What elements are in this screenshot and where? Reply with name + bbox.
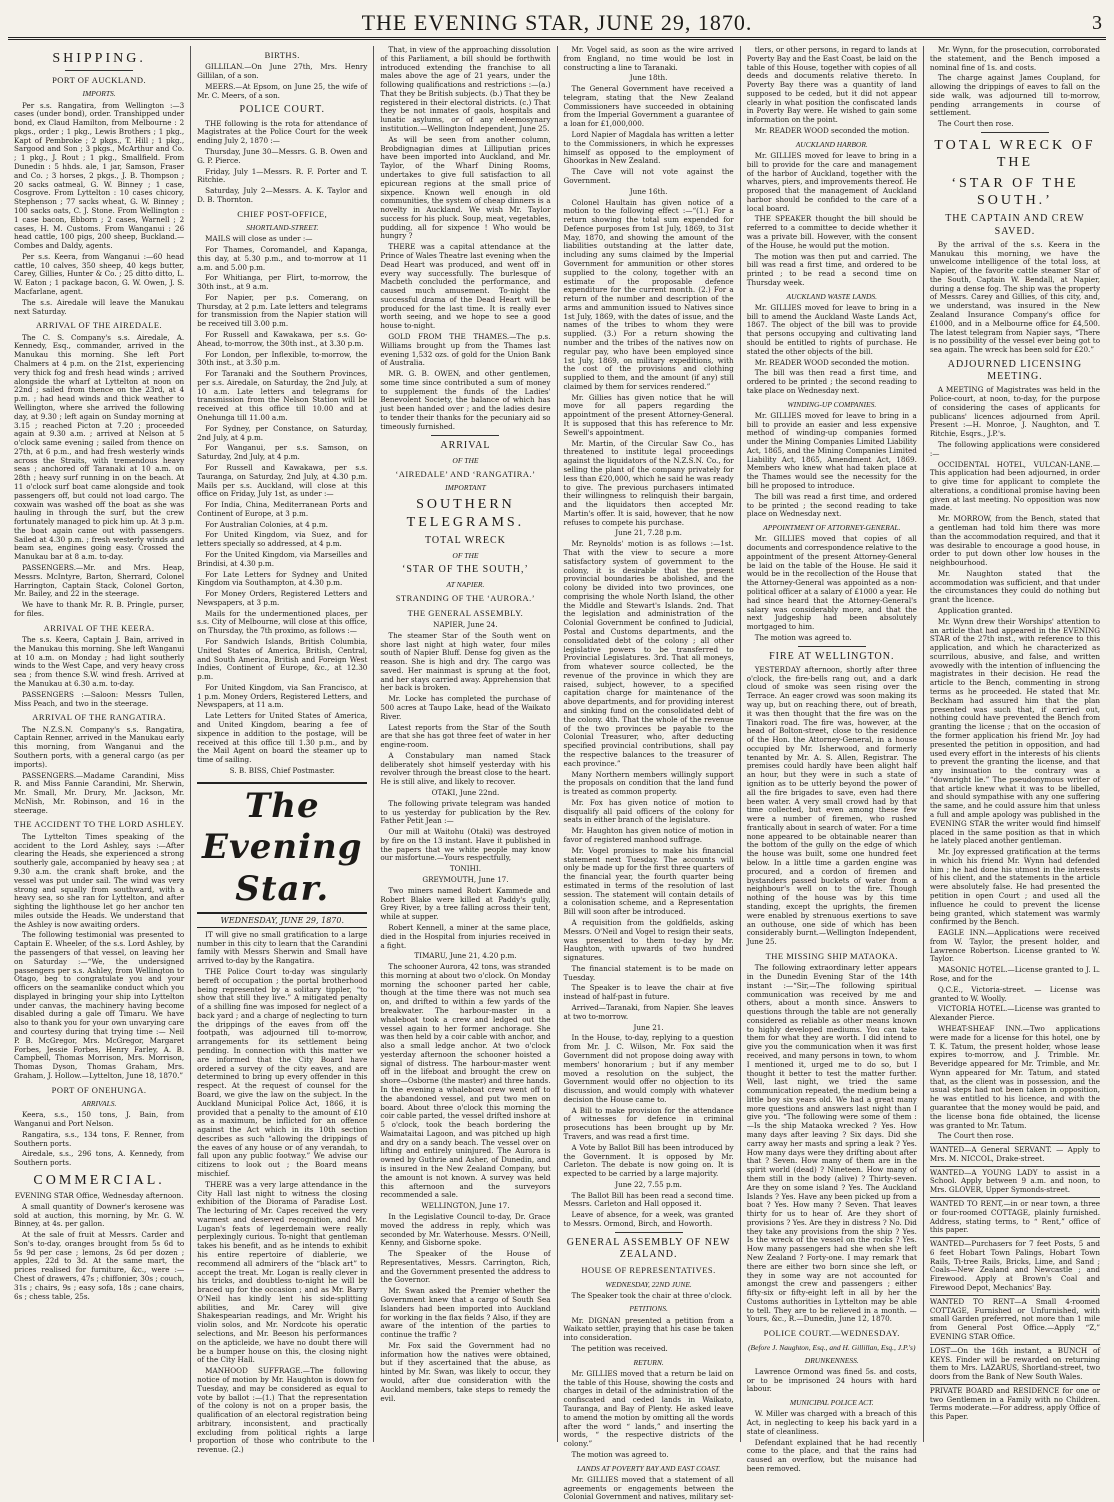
newspaper-columns <box>8 45 1106 1502</box>
column-5 <box>741 45 924 1474</box>
article-dateline: OTAKI, June 22nd. <box>431 788 500 798</box>
article-paragraph: Mr. Vogel promises to make his financial statement next Tuesday. The accounts will only be made up for the first three quarters of the financial year, the fourth quarter being estimated in terms of the resolution of last session. The statement will contain details of a colonisation scheme, and a Representation Bill will soon after be introduced. <box>563 845 734 917</box>
section-heading: THE MISSING SHIP MATAOKA. <box>765 950 898 961</box>
article-paragraph: W. Miller was charged with a breach of this Act, in neglecting to keep his back yard in a state of cleanliness. <box>746 1409 917 1436</box>
article-paragraph: The following extraordinary letter appears in the Dunedin Evening Star of the 14th instant :—“Sir,—The following spiritual communication was received by me and others, about a month since. Answers to questions through the table are not generally considered as reliable as other means known to highly developed mediums. You can take them for what they are worth. I did intend to give you the communication when it was first received, and many persons in town, to whom I mentioned it, urged me to do so, but I thought it better to test the matter further. Well, last night, we tried the same communication repeated, the medium being a little boy six years old. We had a great many more questions and answers last night than I give you. “The following were some of them :—Is the ship Mataoka wrecked ? Yes. How many days after leaving ? Six days. Did she carry away her masts and spring a leak ? Yes. How many days were they drifting about after that ? Seven. How many of them are in the spirit world (dead) ? Nineteen. How many of them still in the body (alive) ? Thirty-seven. Are they on some island ? Yes. The Auckland Islands ? Yes. Have any been picked up from a boat ? Yes. How many ? Seven. That leaves thirty for us to hear of. Are they short of provisions ? Yes. Are they in distress ? No. Did they take any provisions from the ship ? Yes. Is the wreck of the vessel on the rocks ? Yes. How many passengers had she when she left New Zealand ? Forty-one. I may remark that there are either two born since she left, or they in some way are not accounted for amongst the crew and passengers ; either fifty-six or fifty-eight left in all by her the Customs authorities in Lyttelton may be able to tell. They are to be relieved in a month. —Yours, &c., R.—Dunedin, June 12, 1870. <box>746 963 917 1324</box>
article-paragraph: A small quantity of Downer's kerosene was sold at auction, this morning, by Mr. G. W. Binney, at 4s. per gallon. <box>14 1201 185 1229</box>
article-paragraph: In the House, to-day, replying to a question from Mr. J. C. Wilson, Mr. Fox said the Government did not propose doing away with members' honorarium ; but if any member moved a resolution on the subject, the Government would offer no objection to its discussion, and would comply with whatever decision the House came to. <box>563 1033 734 1104</box>
article-paragraph: For Russell and Kawakawa, per s.s. Go-Ahead, to-morrow, the 30th inst., at 3.30 p.m. <box>197 330 368 348</box>
article-paragraph: Mr. Gillies has given notice that he will move for all papers regarding the appointment of the present Attorney-General. It is supposed that this has reference to Mr. Sewell's appointment. <box>563 392 734 437</box>
section-heading: PORT OF ONEHUNGA. <box>51 1084 147 1095</box>
section-heading: SHIPPING. <box>52 51 146 66</box>
article-paragraph: Lord Napier of Magdala has written a letter to the Commissioners, in which he expresses himself as opposed to the employment of Ghoorkas in New Zealand. <box>563 130 734 166</box>
article-paragraph: Mr. Fox has given notice of motion to disqualify all paid officers of the colony for seats in either branch of the legislature. <box>563 797 734 825</box>
article-paragraph: For the United Kingdom, via Marseilles and Brindisi, at 4.30 p.m. <box>197 549 368 568</box>
article-paragraph: A Vote by Ballot Bill has been introduced by the Government. It is opposed by Mr. Carleton. The debate is now going on. It is expected to be carried by a large majority. <box>563 1142 734 1179</box>
section-heading: COMMERCIAL. <box>33 1172 165 1188</box>
article-paragraph: The bill was read a first time, and ordered to be printed ; the second reading to take place on Wednesday next. <box>746 491 917 519</box>
section-heading: ADJOURNED LICENSING MEETING. <box>947 358 1083 383</box>
section-heading: THE CAPTAIN AND CREW SAVED. <box>945 213 1085 237</box>
subheading: AUCKLAND HARBOR. <box>795 139 868 149</box>
section-heading: TOTAL WRECK <box>425 534 506 546</box>
section-heading: ‘STAR OF THE SOUTH.’ <box>951 176 1079 209</box>
signature: TONIHI. <box>449 864 482 874</box>
article-paragraph: The Speaker took the chair at three o'clock. <box>571 1290 732 1300</box>
article-paragraph: IT will give no small gratification to a large number in this city to learn that the Carandini family with Messrs Sherwin and Small have arrived to-day by the Rangatira. <box>197 929 368 966</box>
classified-ad: WANTED—Purchasers for 7 feet Posts, 5 and 6 feet Hobart Town Palings, Hobart Town Rails, Ti-tree Rails, Bricks, Lime, and Sand ; Coals—New Zealand and Newcastle ; and Firewood. Apply at Brown's Coal and Firewood Depot, Mechanics' Bay. <box>929 1239 1101 1293</box>
article-paragraph: tlers, or other persons, in regard to lands at Poverty Bay and the East Coast, be laid on the table of this House, together with copies of all deeds and documents relative thereto. In Poverty Bay there was a quantity of land supposed to be ceded, but it did not appear clearly in what position the confiscated lands in Poverty Bay were. He wished to gain some information on the point. <box>746 45 917 125</box>
classified-ad: WANTED TO RENT—A Small 4-roomed COTTAGE, Furnished or Unfurnished, with small Garden preferred, not more than 1 mile from General Post Office.—Apply “Z,” EVENING STAR Office. <box>929 1296 1101 1341</box>
article-paragraph: Late Letters for United States of America, and United Kingdom, bearing a fee of sixpence in addition to the postage, will be received at this office till 1.30 p.m., and by the Mail Agent on board the steamer up to time of sailing. <box>197 711 368 765</box>
article-paragraph: THERE was a capital attendance at the Prince of Wales Theatre last evening when the Dead Heart was produced, and went off in every way successfully. The burlesque of Macbeth concluded the performance, and caused much amusement. To-night the successful drama of the Dead Heart will be produced for the last time. It is really ever worth seeing, and we hope to see a good house to-night. <box>380 242 551 331</box>
article-paragraph: That, in view of the approaching dissolution of this Parliament, a bill should be forthwith introduced extending the franchise to all males above the age of 21 years, under the following qualifications and restrictions :—(a.) That they be British subjects. (b.) That they be registered in their electoral districts. (c.) That they be not inmates of gaols, hospitals and lunatic asylums, or of any eleemosynary institution.—Wellington Independent, June 25. <box>380 45 551 134</box>
section-heading: ‘AIREDALE’ AND ‘RANGATIRA.’ <box>395 468 536 479</box>
article-paragraph: A MEETING of Magistrates was held in the Police-court, at noon, to-day, for the purpose of considering the cases of applicants for publicans' licences adjourned from April. Present :—H. Monroe, J. Naughton, and T. Ritchie, Esqrs., J.P.'s. <box>929 385 1101 439</box>
article-paragraph: Mr. GILLIES moved that a statement of all agreements or engagements between the Colonial Government and natives, military set- <box>563 1474 734 1502</box>
article-paragraph: Mr. Martin, of the Circular Saw Co., has threatened to institute legal proceedings against the liquidators of the N.Z.S.N. Co., for selling the plant of the company privately for less than £20,000, which he said he was ready to give. The previous purchasers intimated their willingness to relinquish their bargain, and the liquidators then accepted Mr. Martin's offer. It is said, however, that he now refuses to compete his purchase. <box>563 438 734 527</box>
article-paragraph: Arrived—Taranaki, from Napier. She leaves at two to-morrow. <box>563 1003 734 1021</box>
divider <box>798 646 866 647</box>
article-paragraph: Leave of absence, for a week, was granted to Messrs. Ormond, Birch, and Howorth. <box>563 1210 734 1228</box>
article-paragraph: VICTORIA HOTEL.—License was granted to Alexander Pierce. <box>929 1004 1101 1023</box>
article-paragraph: The Lyttelton Times speaking of the accident to the Lord Ashley, says :—After clearing the Heads, she experienced a strong southerly gale, accompanied by heavy sea ; at 9.30 a.m. the crank shaft broke, and the vessel was put under sail. The wind was very strong and squally from southward, with a heavy sea, so she ran for Lyttelton, and after sighting the lighthouse let go her anchor ten miles outside the Heads. We understand that the Ashley is now awaiting orders. <box>14 831 185 929</box>
classified-ad: WANTED—A General SERVANT. — Apply to Mrs. M. NICCOL, Drake-street. <box>929 1145 1101 1163</box>
article-paragraph: Our mill at Waitohu (Otaki) was destroyed by fire on the 13 instant. Have it published in the papers that we white people may know our misfortune.—Yours respectfully, <box>380 827 551 863</box>
article-paragraph: Per s.s. Rangatira, from Wellington :—3 cases (under bond), order. Transhipped under bond, ex Claud Hamilton, from Melbourne : 2 pkgs., order ; 1 pkg., Lewis Brothers ; 1 pkg., Kapt of Pembroke ; 2 pkgs., T. Hill ; 1 pkg., Sargood and Son ; 3 pkgs., McArthur and Co. ; 1 pkg., J. Rout ; 1 pkg., Smallfield. From Dunedin : 5 hhds. ale, 1 jar, Samson, Fraser and Co. ; 3 horses, 2 pkgs., J. B. Thompson ; 20 sacks oatmeal, G. W. Binney ; 1 case, Cosgrove. From Lyttelton : 10 cases chicory, Stephenson ; 77 sacks wheat, G. W. Binney ; 100 sacks oats, C. J. Stone. From Wellington : 1 case bacon, Ebborn ; 2 cases, Warnell ; 2 cases, H. M. Customs. From Wanganui : 26 head cattle, 100 pigs, 200 sheep, Buckland.—Combes and Daldy, agents. <box>14 100 185 251</box>
column-6 <box>924 46 1106 1442</box>
section-heading: TOTAL WRECK OF THE <box>934 138 1096 171</box>
article-paragraph: The Court then rose. <box>937 119 1014 129</box>
article-paragraph: The charge against James Coupland, for allowing the drippings of eaves to fall on the side walk, was adjourned till to-morrow, pending arrangements in course of settlement. <box>929 73 1101 118</box>
article-dateline: June 21. <box>633 1022 664 1032</box>
article-paragraph: PASSENGERS :—Saloon: Messrs Tullen, Miss Peach, and two in the steerage. <box>14 689 185 708</box>
subheading: SHORTLAND-STREET. <box>246 223 319 233</box>
article-paragraph: The financial statement is to be made on Tuesday. <box>563 963 734 982</box>
article-paragraph: At the sale of fruit at Messrs. Carder and Son's to-day, oranges brought from 5s 6d to 5s 9d per case ; lemons, 2s 6d per dozen ; apples, 22d to 3d. At the same mart, the prices realised for furniture, &c., were :—Chest of drawers, 47s ; chiffonier, 30s ; couch, 31s ; chairs, 9s ; easy sofa, 18s ; cane chairs, 6s ; chess table, 25s. <box>14 1230 185 1301</box>
column-3 <box>374 46 557 1442</box>
article-paragraph: Mr. Vogel said, as soon as the wire arrived from England, no time would be lost in constructing a line to Taranaki. <box>563 45 734 72</box>
subheading: OF THE <box>452 455 479 465</box>
article-paragraph: Mr. GILLIES moved for leave to bring in a bill to provide an easier and less expensive method of winding-up companies formed under the Mining Companies Limited Liability Act, 1865, and the Mining Companies Limited Liability Act, 1865, Amendment Act, 1869. Members who knew what had taken place at the Thames would see the necessity for the bill he proposed to introduce. <box>746 410 917 491</box>
issue-date: WEDNESDAY, JUNE 29, 1870. <box>197 916 367 928</box>
divider <box>431 435 499 436</box>
article-paragraph: For Wanganui, per s.s. Samson, on Saturday, 2nd July, at 4 p.m. <box>197 443 368 462</box>
article-paragraph: THE Police Court to-day was singularly bereft of occupation ; the portal brotherhood being represented by a solitary tippler, “to show that still they live.” A mitigated penalty of a shilling fine was imposed for neglect of a back yard ; and a charge of neglecting to turn the drippings of the eaves from off the footpath, was adjourned till to-morrow, arrangements for its settlement being pending. In connection with this matter we are informed that the City Board have ordered a survey of the city eaves, and are determined to bring up every offender in this respect. At the request of counsel for the Board, we give the law on the subject. In the Auckland Municipal Police Act, 1866, it is provided that a penalty to the amount of £10 as a maximum, be inflicted for an offence against the Act which in its 10th section describes as such “allowing the drippings of the eaves of any house or of any verandah, to fall upon any public footway.” We advise our citizens to look out ; the Board means mischief. <box>197 967 368 1178</box>
article-paragraph: Friday, July 1—Messrs. R. F. Porter and T. Ritchie. <box>197 166 368 185</box>
article-paragraph: For Russell and Kawakawa, per s.s. Tauranga, on Saturday, 2nd July, at 4.30 p.m. Mails per s.s. Auckland, will close at this office on Friday, July 1st, as under :— <box>197 462 368 499</box>
article-paragraph: PASSENGERS.—Madame Carandini, Miss R. and Miss Fannie Carandini, Mr. Sherwin, Mr. Small, Mr. Drury, Mr. Jackson, Mr. McNish, Mr. Robinson, and 16 in the steerage. <box>14 770 185 815</box>
article-paragraph: Mr. DIGNAN presented a petition from a Waikato settler, praying that his case be taken into consideration. <box>563 1315 734 1343</box>
article-paragraph: The motion was agreed to. <box>754 632 852 642</box>
article-paragraph: Mr. GILLIES moved that copies of all documents and correspondence relative to the appointment of the present Attorney-General be laid on the table of the House. He said it would be in the recollection of the House that the Attorney-General was appointed as a non-political officer at a salary of £1000 a year. He had since heard that the Attorney-General's salary was considerably more, and that the next Judgeship had been absolutely mortgaged to him. <box>746 534 917 632</box>
article-paragraph: The s.s. Airedale will leave the Manukau next Saturday. <box>14 297 185 316</box>
section-heading: POLICE COURT.—WEDNESDAY. <box>763 1328 900 1339</box>
subheading: RETURN. <box>633 1357 664 1367</box>
article-paragraph: GILLILAN.—On June 27th, Mrs. Henry Gillilan, of a son. <box>197 62 368 81</box>
article-paragraph: Mr. Wynn, for the prosecution, corroborated the statement, and the Bench imposed a nominal fine of 1s. and costs. <box>929 45 1101 72</box>
subheading: PETITIONS. <box>629 1304 668 1314</box>
article-paragraph: MR. G. B. OWEN, and other gentlemen, some time since contributed a sum of money to supplement the funds of the Ladies' Benevolent Society, the balance of which has just been handed over ; and the ladies desire to tender their thanks for the pecuniary aid so timeously furnished. <box>380 369 551 431</box>
article-paragraph: A Bill to make provision for the attendance of witnesses for defence in criminal prosecutions has been brought up by Mr. Travers, and was read a first time. <box>563 1105 734 1141</box>
article-paragraph: Mr. Swan asked the Premier whether the Government knew that a cargo of South Sea Islanders had been imported into Auckland for working in the flax fields ? Also, if they are aware of the intention of the parties to continue the traffic ? <box>380 1286 551 1340</box>
article-paragraph: Latest reports from the Star of the South are that she has got three feet of water in her engine-room. <box>380 722 551 750</box>
article-paragraph: For Late Letters for Sydney and United Kingdom via Southampton, at 4.30 p.m. <box>197 569 368 588</box>
section-heading: ARRIVAL OF THE AIREDALE. <box>36 320 163 331</box>
article-paragraph: Two miners named Robert Kammede and Robert Blake were killed at Paddy's gully, Grey River, by a tree falling across their tent, while at supper. <box>380 885 551 922</box>
article-paragraph: THERE was a very large attendance in the City Hall last night to witness the closing exhibition of the Diorama of Paradise Lost. The lecturing of Mr. Capes received the very warmest and deserved recognition, and Mr. Lugan's feats of legerdemain were really perplexingly curious. To-night that gentleman takes his benefit, and as he intends to exhibit his entire repertoire of diablerie, we recommend all admirers of the “black art” to accept the treat. Mr. Logan is really clever in his tricks, and doubtless to-night he will be braced up for the occasion ; and as Mr. Barry O'Neil has kindly lent his side-splitting abilities, and Mr. Carey will give Shakespearian readings, and Mr. Wright his violin solos, and Mr. Nordcote his operatic selections, and Mr. Beeson his performances on the apticleide, we have no doubt there will be a bumper house on this, the closing night of the City Hall. <box>197 1179 368 1365</box>
article-paragraph: EAGLE INN.—Applications were received from W. Taylor, the present holder, and Lawrence Robertson. License granted to W. Taylor. <box>929 928 1101 964</box>
article-paragraph: OCCIDENTAL HOTEL, VULCAN-LANE.—This application had been adjourned, in order to give time for applicant to complete the alterations, a conditional promise having been given at last meeting. No opposition was now made. <box>929 459 1101 513</box>
article-paragraph: MAILS will close as under :— <box>205 234 313 244</box>
article-paragraph: The schooner Aurora, 42 tons, was stranded this morning at about two o'clock. On Monday morning the schooner parted her cable, though at the time there was not much sea on, and drifted to within a few yards of the breakwater. The harbour-master in a whaleboat took a crew and ledged out the vessel again to her former anchorage. She was then held by a coir cable with anchor, and also a small ledge anchor. At two o'clock yesterday afternoon the schooner hoisted a signal of distress. The harbour-master went off in the lifeboat and brought the crew on shore—Osborne (the master) and three hands. In the evening a whaleboat crew went off to the abandoned vessel, and put two men on board. About three o'clock this morning the coir cable parted, the vessel drifted inshore at 5 o'clock, took the beach bordering the Waimataitai Lagoon, and was pitched up high and dry on a sandy beach. The vessel over on lifting and entirely uninjured. The Aurora is owned by Guthrie and Asher, of Dunedin, and is insured in the New Zealand Company, but the amount is not known. A survey was held this afternoon and the surveyors recommended a sale. <box>380 962 551 1200</box>
article-paragraph: Mr. Fox said the Government had no information how the natives were obtained, but if they ascertained that the abuse, as hinted by Mr. Swan, was likely to occur, they would, after due consideration with the Auckland members, take steps to remedy the evil. <box>380 1340 551 1403</box>
article-paragraph: Mr. READER WOOD seconded the motion. <box>754 126 910 136</box>
article-dateline: TIMARU, June 21, 4.20 p.m. <box>414 951 517 961</box>
section-heading: BIRTHS. <box>264 50 300 60</box>
article-paragraph: Mr. MORROW, from the Bench, stated that a gentleman had told him there was more than the accommodation required, and that it was desirable to encourage a good house, in order to put down other low houses in the neighbourhood. <box>929 514 1101 568</box>
article-paragraph: For London, per Inflexible, to-morrow, the 30th inst., at 3.30 p.m. <box>197 349 368 368</box>
article-paragraph: PASSENGERS.—Mr. and Mrs. Heap, Messrs. McIntyre, Barton, Sherrard, Colonel Harrington, Captain Stack, Colonel Gorton, Mr. Bailey, and 22 in the steerage. <box>14 563 185 599</box>
article-paragraph: For Thames, Coromandel, and Kapanga, this day, at 5.30 p.m., and to-morrow at 11 a.m. and 5.00 p.m. <box>197 244 368 272</box>
article-paragraph: For India, China, Mediterranean Ports and Continent of Europe, at 3 p.m. <box>197 500 368 518</box>
article-paragraph: For Money Orders, Registered Letters and Newspapers, at 3 p.m. <box>197 589 368 607</box>
article-paragraph: For Whitianga, per Flirt, to-morrow, the 30th inst., at 9 a.m. <box>197 273 368 292</box>
subheading: AUCKLAND WASTE LANDS. <box>786 291 878 301</box>
article-paragraph: The General Government have received a telegram, stating that the New Zealand Commissioners have succeeded in obtaining from the Imperial Government a guarantee of a loan for £1,000,000. <box>563 84 734 129</box>
article-paragraph: Defendant explained that he had recently come to the place, and that the rains had caused an overflow, but the nuisance had been removed. <box>746 1437 917 1474</box>
article-paragraph: The motion was agreed to. <box>571 1449 669 1459</box>
section-heading: PORT OF AUCKLAND. <box>52 75 147 86</box>
article-paragraph: Mr. GILLIES moved for leave to bring in a bill to provide for the care and management of the harbor of Auckland, together with the wharves, piers, and improvements thereof. He proposed that the management of Auckland harbor should be confided to the care of a local board. <box>746 150 917 213</box>
article-paragraph: GOLD FROM THE THAMES.—The p.s. Williams brought up from the Thames last evening 1,532 ozs. of gold for the Union Bank of Australia. <box>380 332 551 368</box>
article-dateline: June 18th. <box>629 73 668 83</box>
article-paragraph: Q.C.E., Victoria-street. — License was granted to W. Woolly. <box>929 984 1101 1003</box>
column-1 <box>8 46 191 1442</box>
article-paragraph: Rangatira, s.s., 134 tons, F. Renner, from Southern ports. <box>14 1129 185 1148</box>
newspaper-nameplate: The Evening Star. <box>197 782 367 914</box>
article-paragraph: We have to thank Mr. R. B. Pringle, purser, for files. <box>14 600 185 618</box>
article-paragraph: The bill was then read a first time, and ordered to be printed ; the second reading to take place on Wednesday next. <box>746 368 917 395</box>
page-number: 3 <box>1092 12 1102 34</box>
article-paragraph: For Taranaki and the Southern Provinces, per s.s. Airedale, on Saturday, the 2nd July, at 10 a.m. Late letters and telegrams for transmission from the Nelson Station will be received at this office till 10.00 and at Onehunga till 11.00 a.m. <box>197 369 368 423</box>
section-heading: POLICE COURT. <box>239 104 326 116</box>
article-dateline: NAPIER, June 24. <box>433 619 498 629</box>
subheading: WEDNESDAY, 22ND JUNE. <box>605 1279 692 1289</box>
divider <box>981 132 1049 133</box>
subheading: AT NAPIER. <box>446 580 485 590</box>
article-paragraph: Keera, s.s., 150 tons, J. Bain, from Wanganui and Port Nelson. <box>14 1110 185 1128</box>
subheading: DRUNKENNESS. <box>804 1355 859 1365</box>
section-heading: FIRE AT WELLINGTON. <box>769 650 895 662</box>
article-paragraph: For Sandwich Islands, British Columbia, United States of America, British, Central, and South America, British and Foreign West Indies, Continent of Europe, &c., at 12.30 p.m. <box>197 637 368 682</box>
subheading: MUNICIPAL POLICE ACT. <box>789 1398 874 1408</box>
subheading: WINDING-UP COMPANIES. <box>787 399 877 409</box>
article-paragraph: Lawrence Ormond was fined 5s. and costs, or to be imprisoned 24 hours with hard labour. <box>746 1366 917 1394</box>
article-paragraph: THE following is the rota for attendance of Magistrates at the Police Court for the week ending July 2, 1870 :— <box>197 118 368 146</box>
article-dateline: EVENING STAR Office, Wednesday afternoon. <box>14 1190 184 1200</box>
subheading: APPOINTMENT OF ATTORNEY-GENERAL. <box>763 523 901 533</box>
article-paragraph: For United Kingdom, via San Francisco, at 1 p.m. Money Orders, Registered Letters, and Newspapers, at 11 a.m. <box>197 682 368 710</box>
article-paragraph: MEERS.—At Epsom, on June 25, the wife of Mr. C. Meers, of a son. <box>197 81 368 100</box>
section-heading: ARRIVAL <box>440 439 491 451</box>
classified-ad: LOST—On the 16th instant, a BUNCH of KEYS. Finder will be rewarded on returning them to Mrs. LAZARUS, Shortland-street, two doors from the Bank of New South Wales. <box>929 1345 1101 1382</box>
article-paragraph: Mr. GILLIES moved for leave to bring in a bill to amend the Auckland Waste Lands Act, 1867. The object of the bill was to provide that persons occupying and cultivating land should be entitled to rights of purchase. He stated the other objects of the bill. <box>746 302 917 356</box>
classified-ad: WANTED—A YOUNG LADY to assist in a School. Apply between 9 a.m. and noon, to Mrs. GLOVER, Upper Symonds-street. <box>929 1167 1101 1195</box>
article-paragraph: The petition was received. <box>571 1343 668 1353</box>
article-paragraph: The C. S. Company's s.s. Airedale, A. Kennedy, Esq., commander, arrived in the Manukau this morning. She left Port Chalmers at 4 p.m. on the 21st, experiencing very thick fog and fresh head winds ; arrived alongside the wharf at Lyttelton at noon on 22nd ; sailed from thence on the 23rd, at 4 p.m. ; had head winds and thick weather to Wellington, where she arrived the following day, at 9.30 ; left again on Sunday morning at 3.15 ; reached Picton at 7.20 ; proceeded again at 9.30 a.m. ; arrived at Nelson at 5 o'clock same evening ; sailed from thence on 27th, at 6 p.m., and had fresh westerly winds across the Straits, with tremendous heavy seas ; anchored off Taranaki at 10 a.m. on 28th ; heavy surf running in on the beach. At 11 o'clock surf boat came alongside and took passengers off, but could not load cargo. The coxwain was washed off the boat as she was hauling in through the surf, but the crew fortunately managed to pick him up. At 3 p.m. the boat again came out with passengers. Sailed at 4.30 p.m. ; fresh westerly winds and beam sea, engines going easy. Crossed the Manukau bar at 8 a.m. to-day. <box>14 332 185 562</box>
article-paragraph: The following applications were considered :— <box>929 439 1101 458</box>
article-paragraph: YESTERDAY afternoon, shortly after three o'clock, the fire-bells rang out, and a dark cloud of smoke was seen rising over the Terrace. An eager crowd was soon making its way up, but on reaching there, out of breath, it was then thought that the fire was on the Tinakori road. The fire was, however, at the head of Bolton-street, close to the residence of the Hon. the Attorney-General, in a house occupied by Mr. Isherwood, and formerly tenanted by Mr. A. S. Allen, Registrar. The premises could hardly have been alight half an hour, but they were in such a state of ignition as to be utterly beyond the power of all the fire brigades to save, even had there been water. A very small crowd had by that time collected, but even among these few were a number of firemen, who rushed frantically about in search of water. For a time none appeared to be obtainable nearer than the bottom of the gully on the edge of which the house was built, some one hundred feet below. In a little time a garden engine was procured, and a cordon of firemen and bystanders passed buckets of water from a neighbour's well on to the fire. Though nothing of the house was by this time standing, except the uprights, the firemen were enabled by strenuous exertions to save an outhouse, one side of which has been considerably burnt.—Wellington Independent, June 25. <box>746 664 917 947</box>
article-paragraph: The s.s. Keera, Captain J. Bain, arrived in the Manukau this morning. She left Wanganui at 10 a.m. on Monday ; had light southerly winds to the West Cape, and very heavy cross sea ; from thence S.W. wind fresh. Arrived at the Manukau at 6.30 a.m. to-day. <box>14 635 185 688</box>
article-paragraph: Mr. READER WOOD seconded the motion. <box>754 357 910 367</box>
column-2 <box>191 46 374 1455</box>
article-paragraph: A Constabulary man named Stack deliberately shot himself yesterday with his revolver through the breast close to the heart. He is still alive, and likely to recover. <box>380 750 551 787</box>
article-paragraph: Saturday, July 2—Messrs. A. K. Taylor and D. B. Thornton. <box>197 186 368 204</box>
article-paragraph: Application granted. <box>937 606 1013 615</box>
article-paragraph: For Napier, per p.s. Comerang, on Thursday, at 2 p.m. Late letters and telegrams for transmission from the Napier station will be received till 3.00 p.m. <box>197 292 368 329</box>
article-dateline: June 16th. <box>629 186 668 196</box>
article-paragraph: As will be seen from another column, Brobdignagian dimes at Lilliputian prices have been imported into Auckland, and Mr. Taylor, of the Wharf Dining Rooms, undertakes to give full satisfaction to all epicurean regions at the small price of sixpence. Known well enough in old communities, the system of cheap dinners is a novelty in Auckland. We wish Mr. Taylor success for his pluck. Soup, meat, vegetables, pudding, all for sixpence ! Who would be hungry ? <box>380 134 551 241</box>
article-dateline: June 22, 7.55 p.m. <box>615 1179 682 1189</box>
article-paragraph: The motion was then put and carried. The bill was read a first time, and ordered to be printed ; to be read a second time on Thursday week. <box>746 251 917 287</box>
section-heading: THE GENERAL ASSEMBLY. <box>407 607 524 618</box>
article-paragraph: The following private telegram was handed to us yesterday for publication by the Rev. Father Petit Jean :— <box>380 798 551 826</box>
article-paragraph: Thursday, June 30—Messrs. G. B. Owen and G. P. Pierce. <box>197 147 368 165</box>
section-heading: STRANDING OF THE ‘AURORA.’ <box>395 593 536 604</box>
article-paragraph: Per s.s. Keera, from Wanganui :—60 head cattle, 10 calves, 350 sheep, 40 kegs butter, Carey, Gillies, Hunter & Co. ; 25 ditto ditto, L. W. Eaton ; 1 package bacon, G. W. Owen, J. S. Macfarlane, agent. <box>14 251 185 296</box>
section-heading: ‘STAR OF THE SOUTH,’ <box>402 563 529 575</box>
article-paragraph: Mr. GILLIES moved that a return be laid on the table of this House, showing the costs and charges in detail of the administration of the confiscated and ceded lands in Waikato, Tauranga, and Bay of Plenty. He asked leave to amend the motion by omitting all the words after the word “ lands,” and inserting the words, “ the respective districts of the colony.” <box>563 1368 734 1449</box>
subheading: (Before J. Naughton, Esq., and H. Gillillan, Esq., J.P.'s) <box>748 1342 916 1352</box>
article-paragraph: The Cave will not vote against the Government. <box>563 167 734 185</box>
article-paragraph: MANHOOD SUFFRAGE.—The following notice of motion by Mr. Haughton is down for Tuesday, and may be considered as equal to vote by ballot :—(1.) That the representation of the colony is not on a proper basis, the qualification of an electoral registration being arbitrary, inconsistent, and practically excluding from political rights a large proportion of those who contribute to the revenue. (2.) <box>197 1366 368 1455</box>
article-paragraph: By the arrival of the s.s. Keera in the Manukau this morning, we have the unwelcome intelligence of the total loss, at Napier, of the favorite cattle steamer Star of the South, Captain W. Bendall, at Napier, during a dense fog. The ship was the property of Messrs. Carey and Gillies, of this city, and, we understand, was insured in the New Zealand Insurance Company's office for £1000, and in a Melbourne office for £4,500. The latest telegram from Napier says, “There is no possibility of the vessel ever being got to sea again. The wreck has been sold for £20.” <box>929 239 1101 355</box>
subheading: OF THE <box>452 550 479 560</box>
article-paragraph: Many Northern members willingly support the proposals on condition that the land fund is treated as common property. <box>563 769 734 797</box>
divider <box>615 1232 683 1233</box>
section-heading: CHIEF POST-OFFICE, <box>237 208 328 219</box>
column-4 <box>558 45 741 1502</box>
signature: S. B. BISS, Chief Postmaster. <box>229 765 335 775</box>
article-paragraph: The following testimonial was presented to Captain E. Wheeler, of the s.s. Lord Ashley, by the passengers of that vessel, on leaving her on Saturday :—“We, the undersigned passengers per s.s. Ashley, from Wellington to Otago, beg to congratulate you and your officers on the seamanlike conduct which you displayed in bringing your ship into Lyttelton under canvas, the machinery having become disabled during a gale off Timaru. We have also to thank you for your own unvarying care and courtesy during that trying time :— Neil P. B. McGregor, Mrs. McGregor, Margaret Forbes, Jessie Forbes, Henry Farley, A. B. Campbell, Thomas Morrison, Mrs. Morrison, Thomas Dyson, Thomas Graham, Mrs. Graham, J. Hollow.—Lyttelton, June 18, 1870.” <box>14 930 185 1080</box>
section-heading: HOUSE OF REPRESENTATIVES. <box>581 1265 716 1276</box>
article-paragraph: The Speaker is to leave the chair at five instead of half-past in future. <box>563 983 734 1002</box>
article-paragraph: Mr. Locke has completed the purchase of 500 acres at Taupo Lake, head of the Waikato River. <box>380 694 551 721</box>
article-paragraph: MASONIC HOTEL.—License granted to J. L. Rose, and for the <box>929 965 1101 984</box>
article-paragraph: Mr. Reynolds' motion is as follows :—1st. That with the view to secure a more satisfactory system of government to the colony, it is desirable that the present provincial boundaries be abolished, and the colony be divided into two provinces, one comprising the whole North Island, the other the Middle and Stewart's Islands. 2nd. That the legislation and administration of the Colonial Government be confined to Judicial, Postal and Customs departments, and the consolidated debt of the colony ; all other legislative powers to be transferred to Provincial Legislatures. 3rd. That all moneys, from whatever source collected, be the revenue of the province in which they are raised, subject, however, to a specified capitation charge for maintenance of the above departments, and for providing interest and sinking fund on the consolidated debt of the colony. 4th. That the whole of the revenue of the two provinces be payable to the Colonial Treasurer, who, after deducting specified provincial contributions, shall pay the respective balances to the treasurer of each province.” <box>563 539 734 768</box>
article-paragraph: Colonel Haultain has given notice of a motion to the following effect :—“(1.) For a return showing the total sum expended for Defence purposes from 1st July, 1869, to 31st May, 1870, and showing the amount of the liabilities outstanding at the latter date, including any sums claimed by the Imperial Government for ammunition or other stores supplied to the colony, together with an estimate of the proposable defence expenditure for the current month. (2.) For a return of the number and description of the arms and ammunition issued to Natives since 1st July, 1869, with the dates of issue, and the names of the tribes to whom they were supplied. (3.) For a return showing the number and the tribes of the natives now on regular pay, who have been employed since 1st July, 1869, on military expeditions, with the cost of the provisions and clothing supplied to them, and the amount (if any) still claimed by them for services rendered.” <box>563 197 734 391</box>
divider <box>65 70 133 71</box>
article-paragraph: Mr. Wynn drew their Worships' attention to an article that had appeared in the EVENING STAR of the 27th inst., with reference to this application, and which he characterized as scurrilous, abusive, and false, and written avowedly with the intention of influencing the magistrates in their decision. He read the article to the Bench, commenting in strong terms as he proceeded. He stated that Mr. Beckham had assured him that the plan presented was such that, if carried out, nothing could have prevented the Bench from granting the license ; that on the occasion of the former application his friend Mr. Joy had presented the petition in opposition, and had used every effort in the interests of his clients to prevent the granting the license, and that any insinuation to the contrary was a “downright lie.” The pseudonymous writer of that article knew what it was to be libelled, and should sympathise with any one suffering the same, and he could assure him that unless a full and ample apology was published in the EVENING STAR the writer would find himself placed in the same position as that in which he lately placed another gentleman. <box>929 616 1101 846</box>
article-dateline: WELLINGTON, June 17. <box>421 1201 510 1211</box>
article-paragraph: Mr. Haughton has given notice of motion in favor of registered manhood suffrage. <box>563 826 734 844</box>
article-paragraph: Mr. Joy expressed gratification at the terms in which his friend Mr. Wynn had defended him ; he had done his utmost in the interests of his client, and the statements in the article were absolutely false. He had presented the petition in open Court ; and used all the influence he could to prevent the license being granted, which statement was warmly confirmed by the Bench. <box>929 847 1101 927</box>
article-paragraph: The Ballot Bill has been read a second time. Messrs. Carleton and Hall opposed it. <box>563 1190 734 1209</box>
article-paragraph: Mails for the undermentioned places, per s.s. City of Melbourne, will close at this office, on Thursday, the 7th proximo, as follows :— <box>197 608 368 636</box>
section-heading: ARRIVAL OF THE KEERA. <box>43 622 155 633</box>
subheading: IMPORTANT <box>445 483 486 493</box>
article-paragraph: Mr. Naughton stated that the accommodation was sufficient, and that under the circumstances they could do nothing but grant the licence. <box>929 568 1101 605</box>
article-paragraph: Robert Kennell, a miner at the same place, died in the Hospital from injuries received in a fight. <box>380 922 551 950</box>
article-paragraph: For Sydney, per Constance, on Saturday, 2nd July, at 4 p.m. <box>197 423 368 442</box>
masthead <box>8 6 1106 40</box>
article-dateline: June 21, 7.28 p.m. <box>615 528 682 538</box>
article-paragraph: Airedale, s.s., 296 tons, A. Kennedy, from Southern ports. <box>14 1149 185 1168</box>
article-paragraph: For United Kingdom, via Suez, and for letters specially so addressed, at 4 p.m. <box>197 530 368 549</box>
article-paragraph: For Australian Colonies, at 4 p.m. <box>205 519 328 529</box>
section-heading: SOUTHERN TELEGRAMS. <box>406 497 525 530</box>
classified-ad: PRIVATE BOARD and RESIDENCE for one or two Gentlemen in a Family with no Children. Terms moderate.—For address, apply Office of this Paper. <box>929 1385 1101 1422</box>
masthead-title: THE EVENING STAR, JUNE 29, 1870. <box>361 10 753 35</box>
article-paragraph: The steamer Star of the South went on shore last night at high water, four miles south of Napier Bluff. Dense fog given as the reason. She is high and dry. The cargo was saved. Her mainmast is sprung at the foot, and her stays carried away. Apprehension that her back is broken. <box>380 630 551 693</box>
section-heading: GENERAL ASSEMBLY OF NEW ZEALAND. <box>566 1236 731 1260</box>
subheading: IMPORTS. <box>82 89 116 99</box>
section-heading: ARRIVAL OF THE RANGATIRA. <box>32 712 166 723</box>
article-paragraph: The Speaker of the House of Representatives, Messrs. Carrington, Rich, and the Government presented the address to the Governor. <box>380 1249 551 1285</box>
article-paragraph: The N.Z.S.N. Company's s.s. Rangatira, Captain Renner, arrived in the Manukau early this morning, from Wanganui and the Southern ports, with a general cargo (as per imports). <box>14 724 185 769</box>
article-paragraph: A requisition from the goldfields, asking Messrs. O'Neil and Vogel to resign their seats, was presented to them to-day by Mr. Haughton, with upwards of two hundred signatures. <box>563 918 734 963</box>
article-paragraph: In the Legislative Council to-day, Dr. Grace moved the address in reply, which was seconded by Mr. Waterhouse. Messrs. O'Neill, Kenny, and Gisborne spoke. <box>380 1211 551 1248</box>
subheading: LANDS AT POVERTY BAY AND EAST COAST. <box>576 1463 721 1473</box>
article-dateline: GREYMOUTH, June 17. <box>422 875 509 885</box>
article-paragraph: WHEAT-SHEAF INN.—Two applications were made for a license for this hotel, one by T. K. Tatum, the present holder, whose lease expires to-morrow, and J. Trimble. Mr. Beveridge appeared for Mr. Trimble, and Mr. Wynn appeared for Mr. Tatum, and stated that, as the client was in possession, and the usual steps had not been taken in opposition, he was entitled to his licence, and with the guarantee that the money would be paid, and the license bona fide obtained, the license was granted to Mr. Tatum. <box>929 1023 1101 1130</box>
subheading: ARRIVALS. <box>81 1099 117 1109</box>
article-paragraph: THE SPEAKER thought the bill should be referred to a committee to decide whether it was a private bill. However, with the consent of the House, he would put the motion. <box>746 214 917 250</box>
classified-ad: WANTED TO RENT,—in or near town, a three or four-roomed COTTAGE, plainly furnished. Address, stating terms, to “ Rent,” office of this paper. <box>929 1199 1101 1235</box>
article-paragraph: The Court then rose. <box>937 1131 1014 1141</box>
section-heading: THE ACCIDENT TO THE LORD ASHLEY. <box>14 819 185 830</box>
